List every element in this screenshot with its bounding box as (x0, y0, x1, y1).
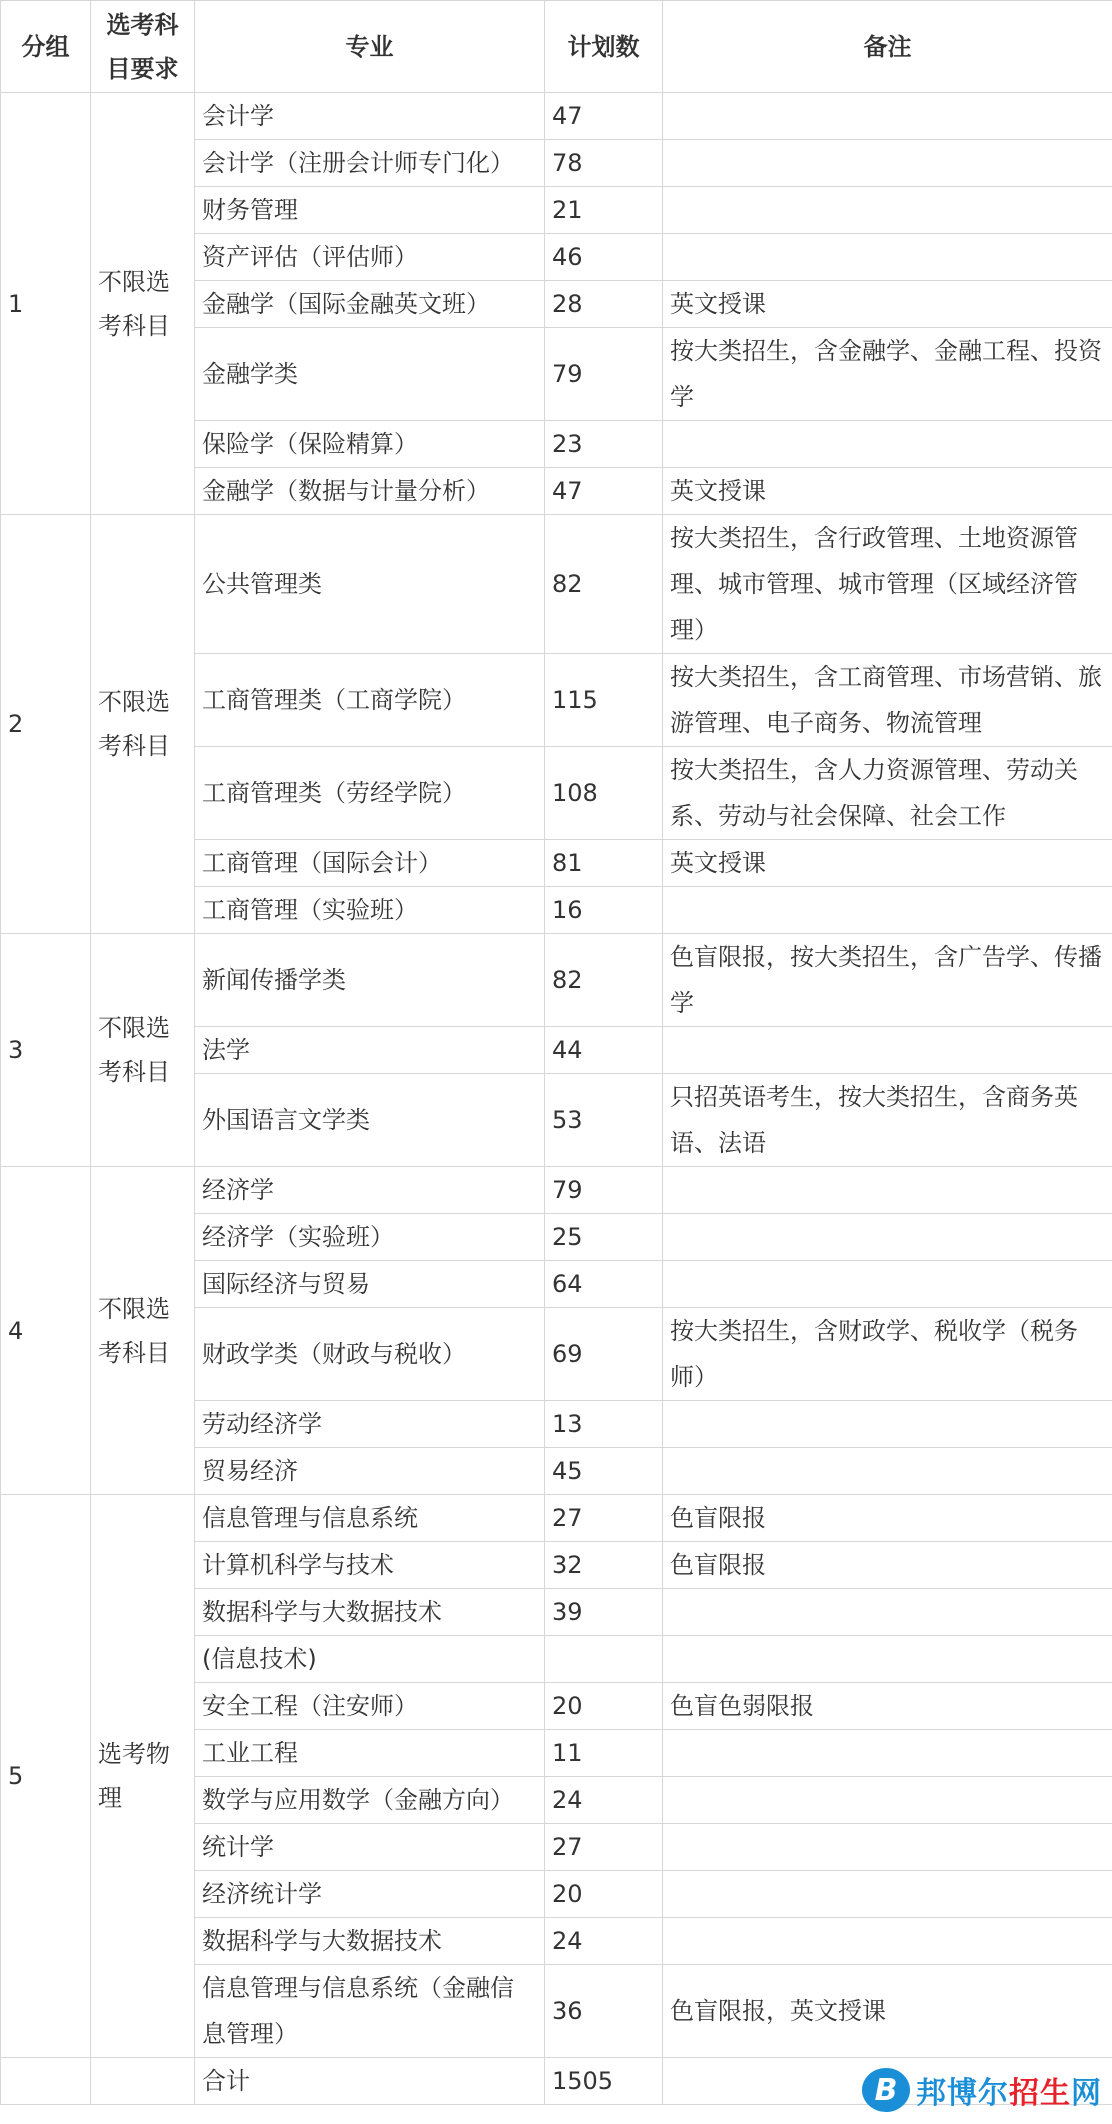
plan-count-cell: 27 (545, 1495, 663, 1542)
major-cell: 统计学 (195, 1824, 545, 1871)
note-cell: 按大类招生，含人力资源管理、劳动关系、劳动与社会保障、社会工作 (663, 747, 1112, 840)
plan-count-cell: 47 (545, 468, 663, 515)
table-row (1, 1495, 1112, 1542)
watermark-text-end: 网 (1071, 2076, 1102, 2111)
table-header (1, 1, 1112, 93)
major-cell: 财务管理 (195, 187, 545, 234)
plan-count-cell: 82 (545, 515, 663, 654)
subject-requirement-cell: 不限选考科目 (91, 1167, 195, 1495)
note-cell (663, 1589, 1112, 1636)
major-cell: 会计学（注册会计师专门化） (195, 140, 545, 187)
major-cell: (信息技术) (195, 1636, 545, 1683)
plan-count-cell: 47 (545, 93, 663, 140)
plan-count-cell: 81 (545, 840, 663, 887)
plan-count-cell: 28 (545, 281, 663, 328)
major-cell: 公共管理类 (195, 515, 545, 654)
plan-count-cell (545, 1636, 663, 1683)
major-cell: 工商管理类（工商学院） (195, 654, 545, 747)
subject-requirement-cell: 不限选考科目 (91, 934, 195, 1167)
watermark-logo-icon: B (862, 2068, 910, 2112)
table-row (1, 93, 1112, 140)
plan-count-cell: 23 (545, 421, 663, 468)
plan-count-cell: 32 (545, 1542, 663, 1589)
note-cell (663, 140, 1112, 187)
plan-count-cell: 21 (545, 187, 663, 234)
note-cell: 色盲限报，英文授课 (663, 1965, 1112, 2058)
plan-count-cell: 39 (545, 1589, 663, 1636)
plan-count-cell: 64 (545, 1261, 663, 1308)
header-row (1, 1, 1112, 93)
major-cell: 数据科学与大数据技术 (195, 1589, 545, 1636)
table-row (1, 515, 1112, 654)
note-cell: 英文授课 (663, 468, 1112, 515)
major-cell: 信息管理与信息系统（金融信息管理） (195, 1965, 545, 2058)
major-cell: 金融学类 (195, 328, 545, 421)
table-row (1, 934, 1112, 1027)
note-cell (663, 1636, 1112, 1683)
group-number-cell: 3 (1, 934, 91, 1167)
plan-count-cell: 45 (545, 1448, 663, 1495)
major-cell: 安全工程（注安师） (195, 1683, 545, 1730)
note-cell: 色盲限报 (663, 1542, 1112, 1589)
note-cell (663, 887, 1112, 934)
note-cell (663, 1777, 1112, 1824)
total-label-cell: 合计 (195, 2058, 545, 2105)
note-cell (663, 1730, 1112, 1777)
plan-count-cell: 24 (545, 1918, 663, 1965)
major-cell: 金融学（国际金融英文班） (195, 281, 545, 328)
header-major: 专业 (195, 1, 545, 93)
major-cell: 经济统计学 (195, 1871, 545, 1918)
note-cell (663, 1167, 1112, 1214)
plan-count-cell: 13 (545, 1401, 663, 1448)
note-cell (663, 234, 1112, 281)
note-cell: 色盲限报 (663, 1495, 1112, 1542)
major-cell: 计算机科学与技术 (195, 1542, 545, 1589)
major-cell: 贸易经济 (195, 1448, 545, 1495)
plan-count-cell: 82 (545, 934, 663, 1027)
major-cell: 新闻传播学类 (195, 934, 545, 1027)
note-cell: 只招英语考生，按大类招生，含商务英语、法语 (663, 1074, 1112, 1167)
major-cell: 工商管理（国际会计） (195, 840, 545, 887)
plan-count-cell: 24 (545, 1777, 663, 1824)
major-cell: 资产评估（评估师） (195, 234, 545, 281)
major-cell: 法学 (195, 1027, 545, 1074)
group-number-cell: 4 (1, 1167, 91, 1495)
plan-count-cell: 27 (545, 1824, 663, 1871)
total-subject-cell (91, 2058, 195, 2105)
major-cell: 金融学（数据与计量分析） (195, 468, 545, 515)
major-cell: 保险学（保险精算） (195, 421, 545, 468)
note-cell: 按大类招生，含财政学、税收学（税务师） (663, 1308, 1112, 1401)
table-row (1, 1167, 1112, 1214)
major-cell: 数据科学与大数据技术 (195, 1918, 545, 1965)
plan-count-cell: 53 (545, 1074, 663, 1167)
note-cell: 色盲色弱限报 (663, 1683, 1112, 1730)
subject-requirement-cell: 不限选考科目 (91, 515, 195, 934)
major-cell: 经济学 (195, 1167, 545, 1214)
note-cell (663, 1027, 1112, 1074)
plan-count-cell: 36 (545, 1965, 663, 2058)
note-cell: 英文授课 (663, 281, 1112, 328)
note-cell (663, 1401, 1112, 1448)
header-group: 分组 (1, 1, 91, 93)
major-cell: 经济学（实验班） (195, 1214, 545, 1261)
major-cell: 工商管理类（劳经学院） (195, 747, 545, 840)
watermark (862, 2068, 1102, 2112)
group-number-cell: 5 (1, 1495, 91, 2058)
note-cell (663, 187, 1112, 234)
total-count-cell: 1505 (545, 2058, 663, 2105)
note-cell (663, 421, 1112, 468)
plan-count-cell: 20 (545, 1871, 663, 1918)
note-cell: 按大类招生，含行政管理、土地资源管理、城市管理、城市管理（区域经济管理） (663, 515, 1112, 654)
note-cell (663, 1871, 1112, 1918)
plan-count-cell: 16 (545, 887, 663, 934)
major-cell: 信息管理与信息系统 (195, 1495, 545, 1542)
major-cell: 国际经济与贸易 (195, 1261, 545, 1308)
plan-count-cell: 78 (545, 140, 663, 187)
major-cell: 工商管理（实验班） (195, 887, 545, 934)
note-cell (663, 1918, 1112, 1965)
plan-count-cell: 44 (545, 1027, 663, 1074)
subject-requirement-cell: 选考物理 (91, 1495, 195, 2058)
note-cell (663, 93, 1112, 140)
plan-count-cell: 20 (545, 1683, 663, 1730)
plan-count-cell: 69 (545, 1308, 663, 1401)
note-cell (663, 1448, 1112, 1495)
major-cell: 会计学 (195, 93, 545, 140)
major-cell: 财政学类（财政与税收） (195, 1308, 545, 1401)
header-subject-requirement: 选考科目要求 (91, 1, 195, 93)
major-cell: 劳动经济学 (195, 1401, 545, 1448)
subject-requirement-cell: 不限选考科目 (91, 93, 195, 515)
plan-count-cell: 108 (545, 747, 663, 840)
plan-count-cell: 79 (545, 1167, 663, 1214)
note-cell: 色盲限报，按大类招生，含广告学、传播学 (663, 934, 1112, 1027)
note-cell: 英文授课 (663, 840, 1112, 887)
plan-count-cell: 79 (545, 328, 663, 421)
watermark-text-accent: 招生 (1009, 2076, 1071, 2111)
group-number-cell: 1 (1, 93, 91, 515)
watermark-text (916, 2068, 1102, 2112)
header-note: 备注 (663, 1, 1112, 93)
watermark-text-main: 邦博尔 (916, 2076, 1009, 2111)
total-group-cell (1, 2058, 91, 2105)
table-body (1, 93, 1112, 2105)
major-cell: 外国语言文学类 (195, 1074, 545, 1167)
group-number-cell: 2 (1, 515, 91, 934)
plan-count-cell: 115 (545, 654, 663, 747)
plan-count-cell: 46 (545, 234, 663, 281)
plan-count-cell: 25 (545, 1214, 663, 1261)
note-cell (663, 1214, 1112, 1261)
note-cell: 按大类招生，含工商管理、市场营销、旅游管理、电子商务、物流管理 (663, 654, 1112, 747)
note-cell: 按大类招生，含金融学、金融工程、投资学 (663, 328, 1112, 421)
major-cell: 工业工程 (195, 1730, 545, 1777)
plan-count-cell: 11 (545, 1730, 663, 1777)
note-cell (663, 1824, 1112, 1871)
header-plan-count: 计划数 (545, 1, 663, 93)
note-cell (663, 1261, 1112, 1308)
major-cell: 数学与应用数学（金融方向） (195, 1777, 545, 1824)
